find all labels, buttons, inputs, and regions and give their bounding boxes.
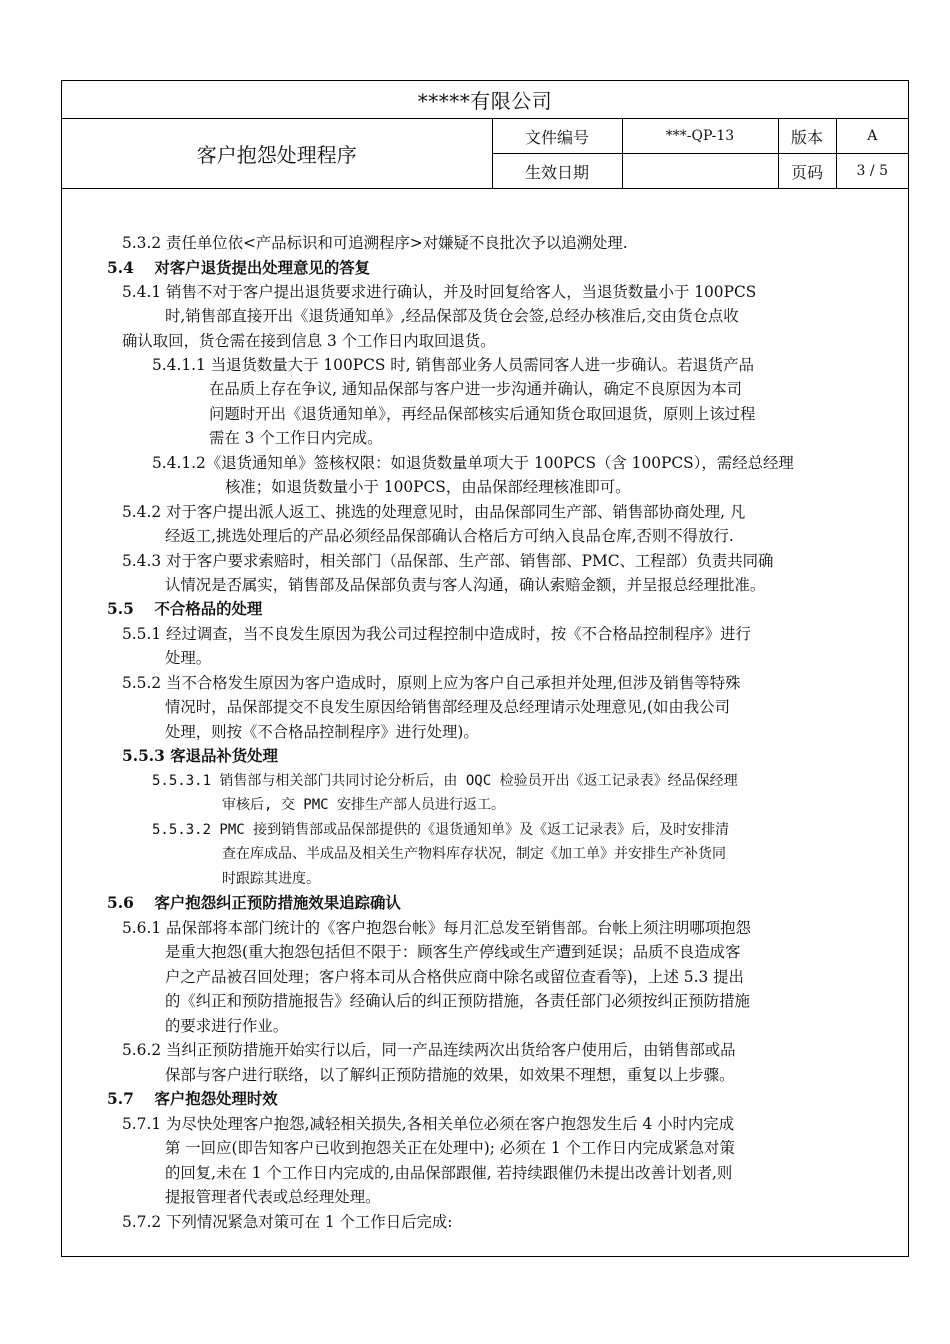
body-line: 情况时，品保部提交不良发生原因给销售部经理及总经理请示处理意见,(如由我公司 (165, 698, 730, 716)
section-heading: 5.7 客户抱怨处理时效 (107, 1090, 278, 1108)
body-line: 5.6.2 当纠正预防措施开始实行以后，同一产品连续两次出货给客户使用后，由销售部或品 (122, 1041, 736, 1059)
page-label: 页码 (778, 154, 836, 189)
body-line: 确认取回，货仓需在接到信息 3 个工作日内取回退货。 (122, 332, 496, 350)
body-line: 的要求进行作业。 (165, 1017, 289, 1035)
effective-date-value (622, 154, 778, 189)
body-line: 5.4.2 对于客户提出派人返工、挑选的处理意见时，由品保部同生产部、销售部协商处理, 凡 (122, 503, 746, 521)
body-line: 需在 3 个工作日内完成。 (209, 429, 383, 447)
body-line: 5.5.3.2 PMC 接到销售部或品保部提供的《退货通知单》及《返工记录表》后，及时安排清 (152, 822, 730, 838)
version-value: A (836, 119, 908, 154)
page-number: 3 / 5 (836, 154, 908, 189)
body-line: 第 一回应(即告知客户已收到抱怨关正在处理中); 必须在 1 个工作日内完成紧急对策 (165, 1139, 735, 1157)
section-heading: 5.4 对客户退货提出处理意见的答复 (107, 259, 370, 277)
body-line: 处理，则按《不合格品控制程序》进行处理)。 (165, 723, 479, 741)
body-line: 5.3.2 责任单位依<产品标识和可追溯程序>对嫌疑不良批次予以追溯处理. (122, 234, 628, 252)
body-line: 提报管理者代表或总经理处理。 (165, 1188, 381, 1206)
body-line: 5.5.1 经过调查，当不良发生原因为我公司过程控制中造成时，按《不合格品控制程序》进行 (122, 625, 751, 643)
body-line: 的回复,未在 1 个工作日内完成的,由品保部跟催, 若持续跟催仍未提出改善计划者,则 (165, 1164, 733, 1182)
body-line: 保部与客户进行联络，以了解纠正预防措施的效果，如效果不理想，重复以上步骤。 (165, 1066, 735, 1084)
file-number-label: 文件编号 (492, 119, 622, 154)
body-line: 认情况是否属实，销售部及品保部负责与客人沟通，确认索赔金额，并呈报总经理批准。 (165, 576, 766, 594)
document-frame (61, 80, 909, 1257)
body-line: 核准；如退货数量小于 100PCS，由品保部经理核准即可。 (225, 478, 631, 496)
body-line: 时跟踪其进度。 (222, 871, 320, 887)
company-name: *****有限公司 (62, 81, 908, 119)
body-line: 5.7.2 下列情况紧急对策可在 1 个工作日后完成: (122, 1213, 453, 1231)
body-line: 户之产品被召回处理；客户将本司从合格供应商中除名或留位查看等)，上述 5.3 提出 (165, 968, 744, 986)
body-line: 5.4.1.2《退货通知单》签核权限：如退货数量单项大于 100PCS（含 100PCS），需经总经理 (152, 454, 794, 472)
body-line: 在品质上存在争议, 通知品保部与客户进一步沟通并确认，确定不良原因为本司 (209, 380, 743, 398)
body-line: 问题时开出《退货通知单》，再经品保部核实后通知货仓取回退货，原则上该过程 (209, 405, 756, 423)
document-title: 客户抱怨处理程序 (62, 119, 492, 189)
body-line: 5.4.1.1 当退货数量大于 100PCS 时, 销售部业务人员需同客人进一步确认。若退货产品 (152, 356, 755, 374)
body-line: 5.4.1 销售不对于客户提出退货要求进行确认，并及时回复给客人，当退货数量小于 100PCS (122, 283, 757, 301)
file-number-value: ***-QP-13 (622, 119, 778, 154)
section-heading: 5.5 不合格品的处理 (107, 600, 263, 618)
body-line: 5.5.2 当不合格发生原因为客户造成时，原则上应为客户自己承担并处理,但涉及销售等特殊 (122, 674, 741, 692)
body-line: 5.7.1 为尽快处理客户抱怨,减轻相关损失,各相关单位必须在客户抱怨发生后 4 小时内完成 (122, 1115, 735, 1133)
body-line: 5.4.3 对于客户要求索赔时，相关部门（品保部、生产部、销售部、PMC、工程部）负责共同确 (122, 552, 774, 570)
section-heading: 5.6 客户抱怨纠正预防措施效果追踪确认 (107, 894, 401, 912)
body-line: 5.5.3.1 销售部与相关部门共同讨论分析后，由 OQC 检验员开出《返工记录表》经品保经理 (152, 773, 738, 789)
body-line: 处理。 (165, 649, 212, 667)
body-line: 查在库成品、半成品及相关生产物料库存状况，制定《加工单》并安排生产补货同 (222, 846, 726, 862)
body-line: 是重大抱怨(重大抱怨包括但不限于：顾客生产停线或生产遭到延误；品质不良造成客 (165, 943, 741, 961)
body-line: 经返工,挑选处理后的产品必须经品保部确认合格后方可纳入良品仓库,否则不得放行. (165, 527, 734, 545)
body-line: 的《纠正和预防措施报告》经确认后的纠正预防措施，各责任部门必须按纠正预防措施 (165, 992, 750, 1010)
body-line: 审核后, 交 PMC 安排生产部人员进行返工。 (222, 797, 505, 813)
version-label: 版本 (778, 119, 836, 154)
body-line: 5.6.1 品保部将本部门统计的《客户抱怨台帐》每月汇总发至销售部。台帐上须注明哪项抱怨 (122, 919, 751, 937)
effective-date-label: 生效日期 (492, 154, 622, 189)
body-line: 时,销售部直接开出《退货通知单》,经品保部及货仓会签,总经办核准后,交由货仓点收 (165, 307, 739, 325)
document-header (62, 81, 908, 189)
subsection-heading: 5.5.3 客退品补货处理 (122, 747, 278, 765)
